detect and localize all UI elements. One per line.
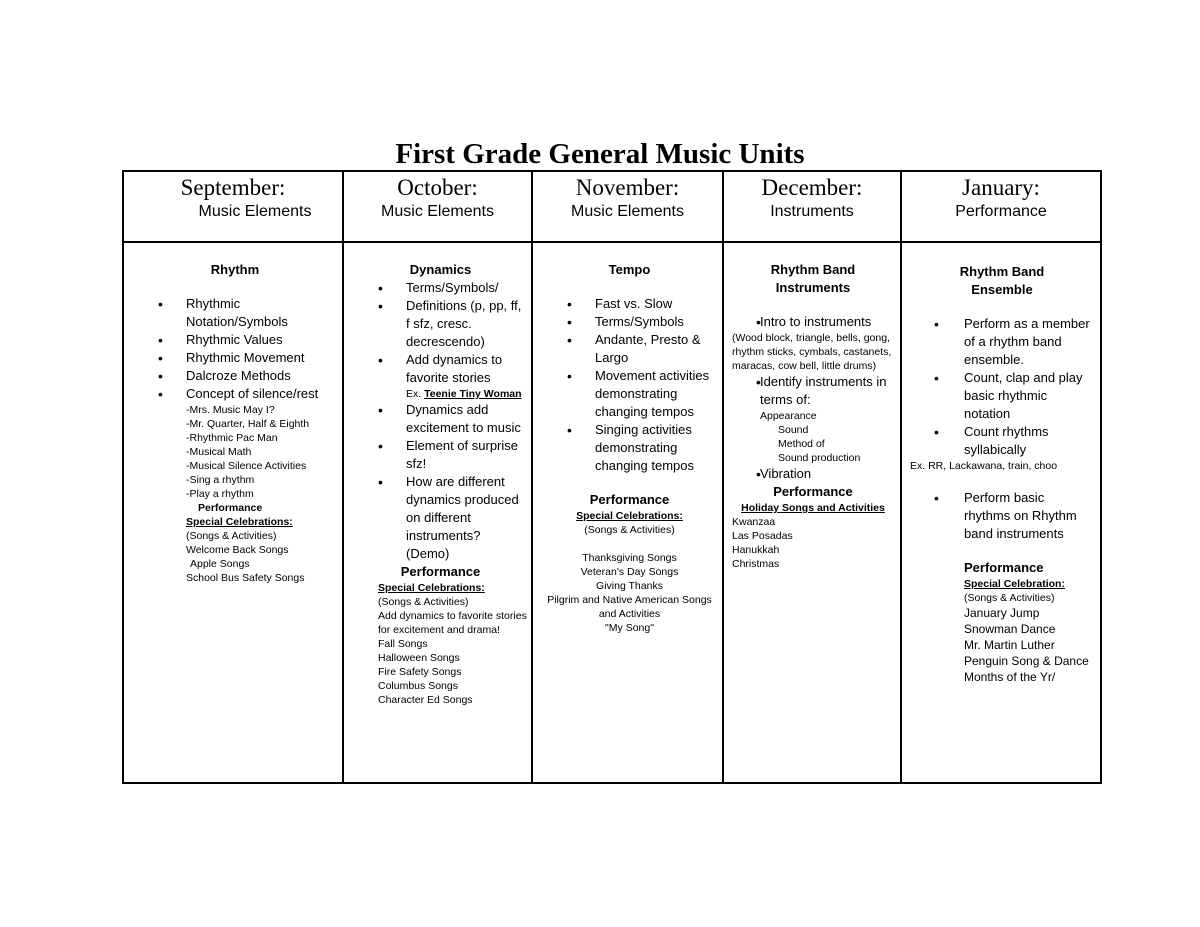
month-header-december — [723, 171, 901, 242]
list-item: • Perform as a member of a rhythm band ensemble. — [910, 315, 1094, 369]
song-item: Fall Songs — [378, 638, 428, 650]
song-item: Apple Songs — [190, 558, 250, 570]
song-item: Hanukkah — [732, 544, 780, 556]
activity-item: -Musical Math — [186, 446, 252, 458]
activity-item: -Rhythmic Pac Man — [186, 432, 278, 444]
performance-label: Performance — [589, 492, 670, 507]
song-item: Halloween Songs — [378, 652, 460, 664]
special-celebrations-subtitle: (Songs & Activities) — [378, 596, 469, 608]
unit-type: Music Elements — [198, 203, 312, 220]
song-item: Mr. Martin Luther — [964, 638, 1055, 652]
topic-list — [354, 401, 527, 563]
month-name: November: — [575, 175, 680, 200]
special-celebrations-subtitle: (Songs & Activities) — [584, 524, 675, 536]
header-row — [123, 171, 1101, 242]
special-celebrations-label: Special Celebration: — [964, 578, 1065, 590]
term-item: Appearance — [760, 410, 817, 422]
list-item: • Definitions (p, pp, ff, f sfz, cresc. decrescendo) — [354, 297, 527, 351]
month-header-january — [901, 171, 1101, 242]
list-item: • Dalcroze Methods — [134, 367, 336, 385]
unit-heading-line2: Ensemble — [971, 282, 1033, 297]
special-celebrations-subtitle: (Songs & Activities) — [964, 592, 1055, 604]
month-header-october — [343, 171, 532, 242]
special-celebrations-subtitle: (Songs & Activities) — [186, 530, 277, 542]
performance-label: Performance — [773, 484, 853, 499]
example-line — [354, 387, 527, 401]
list-item: • Singing activities demonstrating changing tempos — [543, 421, 716, 475]
month-header-november — [532, 171, 723, 242]
october-column — [343, 242, 532, 783]
activity-item: -Play a rhythm — [186, 488, 254, 500]
december-column — [723, 242, 901, 783]
list-item: • Fast vs. Slow — [543, 295, 716, 313]
song-item: Giving Thanks — [596, 580, 663, 592]
song-item: "My Song" — [605, 622, 654, 634]
song-item: School Bus Safety Songs — [186, 572, 305, 584]
list-item: • Element of surprise sfz! — [354, 437, 527, 473]
list-item: • Identify instruments in terms of: — [732, 373, 894, 409]
document-title: First Grade General Music Units — [395, 138, 805, 170]
unit-heading: Rhythm — [210, 262, 260, 277]
special-celebrations-label: Special Celebrations: — [378, 582, 485, 594]
month-name: October: — [397, 175, 478, 200]
term-item: Sound production — [778, 452, 861, 464]
performance-label: Performance — [198, 502, 263, 514]
song-item: Snowman Dance — [964, 622, 1056, 636]
unit-heading: Dynamics — [409, 262, 472, 277]
unit-heading: Rhythm Band — [770, 262, 856, 277]
song-item: Kwanzaa — [732, 516, 776, 528]
song-item: Fire Safety Songs — [378, 666, 462, 678]
unit-type: Performance — [955, 203, 1047, 220]
song-item: Columbus Songs — [378, 680, 458, 692]
list-item: • Andante, Presto & Largo — [543, 331, 716, 367]
list-item: • How are different dynamics produced on different instruments? (Demo) — [354, 473, 527, 563]
topic-list — [732, 313, 894, 331]
month-name: January: — [962, 175, 1040, 200]
list-item: • Terms/Symbols — [543, 313, 716, 331]
units-table — [122, 170, 1102, 784]
activity-item: -Mrs. Music May I? — [186, 404, 275, 416]
song-item: Add dynamics to favorite stories for excitement and drama! — [378, 610, 527, 636]
month-name: December: — [761, 175, 863, 200]
list-item: • Add dynamics to favorite stories — [354, 351, 527, 387]
song-item: Veteran's Day Songs — [580, 566, 679, 578]
activity-item: -Musical Silence Activities — [186, 460, 307, 472]
song-item: Christmas — [732, 558, 780, 570]
example-title: Teenie Tiny Woman — [424, 388, 522, 400]
list-item: • Dynamics add excitement to music — [354, 401, 527, 437]
unit-type: Music Elements — [381, 203, 494, 220]
term-item: Sound — [778, 424, 809, 436]
example-line: Ex. RR, Lackawana, train, choo — [910, 460, 1058, 472]
list-item: • Perform basic rhythms on Rhythm band instruments — [910, 489, 1094, 543]
activity-item: -Mr. Quarter, Half & Eighth — [186, 418, 310, 430]
activity-item: -Sing a rhythm — [186, 474, 255, 486]
topic-list — [910, 489, 1094, 543]
list-item: • Count, clap and play basic rhythmic notation — [910, 369, 1094, 423]
unit-heading: Tempo — [608, 262, 651, 277]
song-item: Welcome Back Songs — [186, 544, 289, 556]
unit-type: Instruments — [770, 203, 854, 220]
topic-list — [910, 315, 1094, 459]
topic-list — [354, 279, 527, 387]
unit-type: Music Elements — [571, 203, 684, 220]
topic-list — [732, 373, 894, 409]
term-item: Method of — [778, 438, 825, 450]
january-column — [901, 242, 1101, 783]
performance-label: Performance — [964, 560, 1044, 575]
song-item: January Jump — [964, 606, 1040, 620]
list-item: • Terms/Symbols/ — [354, 279, 527, 297]
example-prefix: Ex. — [406, 388, 422, 400]
song-item: Character Ed Songs — [378, 694, 473, 706]
month-name: September: — [180, 175, 286, 200]
song-item: Pilgrim and Native American Songs and Activities — [547, 594, 712, 620]
list-item: • Count rhythms syllabically — [910, 423, 1094, 459]
november-column — [532, 242, 723, 783]
unit-heading: Rhythm Band — [959, 264, 1045, 279]
topic-list — [732, 465, 894, 483]
list-item: • Rhythmic Values — [134, 331, 336, 349]
list-item: • Vibration — [732, 465, 894, 483]
list-item: • Concept of silence/rest — [134, 385, 336, 403]
content-row — [123, 242, 1101, 783]
month-header-september — [123, 171, 343, 242]
special-celebrations-label: Holiday Songs and Activities — [741, 502, 885, 514]
september-column — [123, 242, 343, 783]
performance-label: Performance — [400, 564, 481, 579]
song-item: Penguin Song & Dance — [964, 654, 1089, 668]
song-item: Thanksgiving Songs — [582, 552, 677, 564]
topic-list — [134, 295, 336, 403]
list-item: • Rhythmic Movement — [134, 349, 336, 367]
song-item: Months of the Yr/ — [964, 670, 1056, 684]
song-item: Las Posadas — [732, 530, 793, 542]
topic-list — [543, 295, 716, 475]
special-celebrations-label: Special Celebrations: — [186, 516, 293, 528]
list-item: • Movement activities demonstrating changing tempos — [543, 367, 716, 421]
unit-heading-line2: Instruments — [775, 280, 851, 295]
list-item: • Rhythmic Notation/Symbols — [134, 295, 336, 331]
instrument-list-note: (Wood block, triangle, bells, gong, rhythm sticks, cymbals, castanets, maracas, cow bell, little drums) — [732, 332, 892, 372]
list-item: • Intro to instruments — [732, 313, 894, 331]
special-celebrations-label: Special Celebrations: — [576, 510, 683, 522]
